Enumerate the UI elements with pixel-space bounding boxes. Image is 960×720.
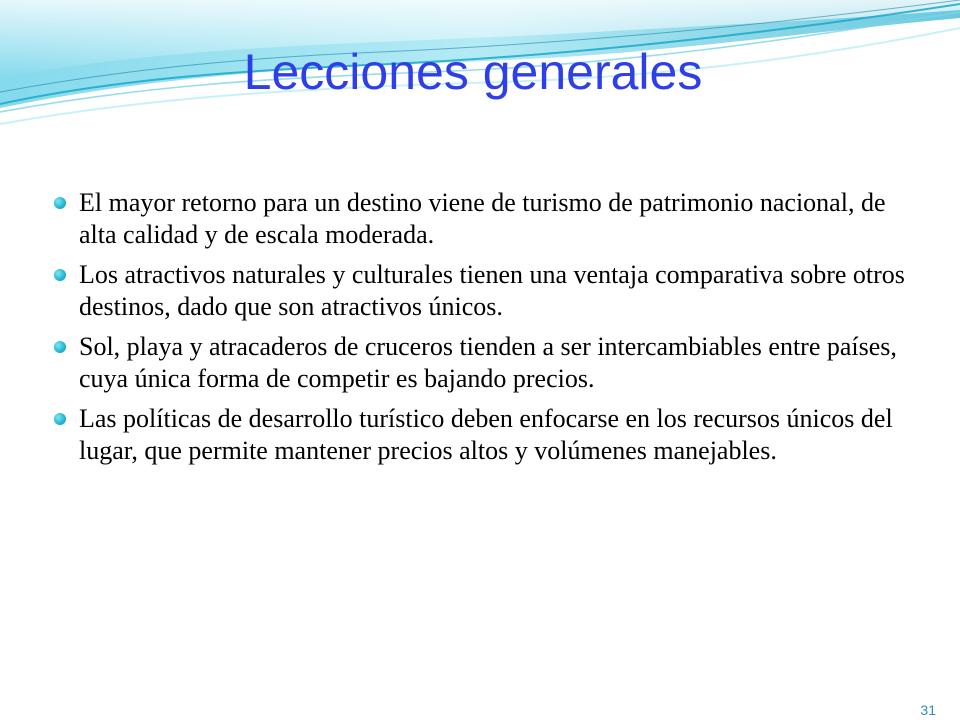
bullet-text: Las políticas de desarrollo turístico deben enfocarse en los recursos únicos del lugar, que permite mantener precios altos y volúmenes manejables. [79,404,893,465]
bullet-text: Los atractivos naturales y culturales tienen una ventaja comparativa sobre otros destinos, dado que son atractivos únicos. [79,260,905,321]
bullet-icon [54,341,66,353]
bullet-icon [54,269,66,281]
bullet-list [52,187,912,475]
bullet-text: Sol, playa y atracaderos de cruceros tienden a ser intercambiables entre países, cuya única forma de competir es bajando precios. [79,332,897,393]
bullet-item [52,403,912,467]
bullet-item [52,259,912,323]
bullet-icon [54,413,66,425]
bullet-text: El mayor retorno para un destino viene de turismo de patrimonio nacional, de alta calidad y de escala moderada. [79,188,886,249]
slide-title: Lecciones generales [243,44,703,100]
page-number: 31 [920,702,936,718]
bullet-item [52,331,912,395]
bullet-icon [54,197,66,209]
bullet-item [52,187,912,251]
